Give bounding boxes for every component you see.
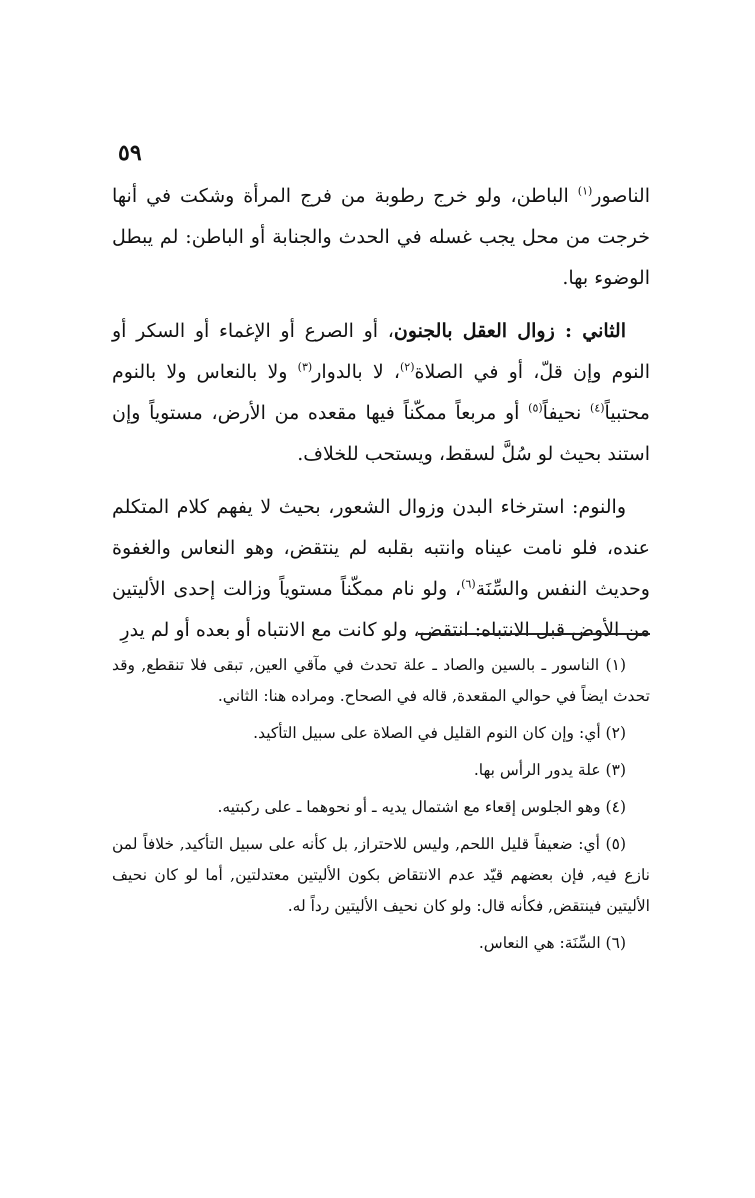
footnote-ref: (٤) <box>590 401 605 415</box>
main-text <box>112 176 650 663</box>
footnote-ref: (٥) <box>528 401 543 415</box>
text-run: أو مربعاً ممكّناً فيها مقعده من الأرض، مستوياً وإن استند بحيث لو سُلَّ لسقط، ويستحب للخلاف. <box>112 402 650 465</box>
text-run: ، لا بالدوار <box>312 361 400 383</box>
footnote-ref: (٣) <box>297 360 313 374</box>
paragraph-2 <box>112 311 650 475</box>
text-run: والنوم: استرخاء البدن وزوال الشعور، بحيث لا يفهم كلام المتكلم عنده، فلو نامت عيناه وانتبه بقلبه لم ينتقض، وهو النعاس والغفوة وحديث النفس والسِّنَة <box>112 496 650 600</box>
footnote-4: (٤) وهو الجلوس إقعاء مع اشتمال يديه ـ أو نحوهما ـ على ركبتيه. <box>217 798 626 816</box>
footnote-2: (٢) أي: وإن كان النوم القليل في الصلاة على سبيل التأكيد. <box>253 724 626 742</box>
footnote-6: (٦) السِّنَة: هي النعاس. <box>478 934 626 952</box>
text-run: الباطن، ولو خرج رطوبة من فرج المرأة وشكت في أنها خرجت من محل يجب غسله في الحدث والجنابة أو الباطن: لم يبطل الوضوء بها. <box>112 185 650 289</box>
footnote-ref: (٦) <box>461 577 476 591</box>
footnotes <box>112 650 650 965</box>
paragraph-1 <box>112 176 650 299</box>
text-run: ، أو الصرع أو الإغماء أو السكر أو النوم وإن قلّ، أو في الصلاة <box>112 320 650 383</box>
text-run: نحيفاً <box>542 402 591 424</box>
text-run: الناصور <box>592 185 650 207</box>
section-heading: الثاني : زوال العقل بالجنون <box>393 320 626 342</box>
footnote-ref: (٢) <box>399 360 415 374</box>
footnote-ref: (١) <box>577 184 593 198</box>
text-run: ، ولو نام ممكّناً مستوياً وزالت إحدى الأليتين من الأوض قبل الانتباه: انتقض، ولو كانت مع الانتباه أو بعده أو لم يدرِ <box>112 578 650 641</box>
footnote-3: (٣) علة يدور الرأس بها. <box>473 761 626 779</box>
paragraph-3 <box>112 487 650 651</box>
footnote-5: (٥) أي: ضعيفاً قليل اللحم, وليس للاحتراز, بل كأنه على سبيل التأكيد, خلافاً لمن نازع فيه, فإن بعضهم قيّد عدم الانتقاض بكون الأليتين معتدلتين, أما لو كان نحيف الأليتين فينتقض, فكأنه قال: ولو كان نحيف الأليتين رداً له. <box>112 835 650 915</box>
text-run: ولا بالنعاس ولا بالنوم محتبياً <box>112 361 650 424</box>
footnote-separator <box>418 633 650 635</box>
footnote-1: (١) الناسور ـ بالسين والصاد ـ علة تحدث في مآقي العين, تبقى فلا تنقطع, وقد تحدث ايضاً في حوالي المقعدة, قاله في الصحاح. ومراده هنا: الثاني. <box>112 656 650 705</box>
page-number: ٥٩ <box>118 140 142 166</box>
